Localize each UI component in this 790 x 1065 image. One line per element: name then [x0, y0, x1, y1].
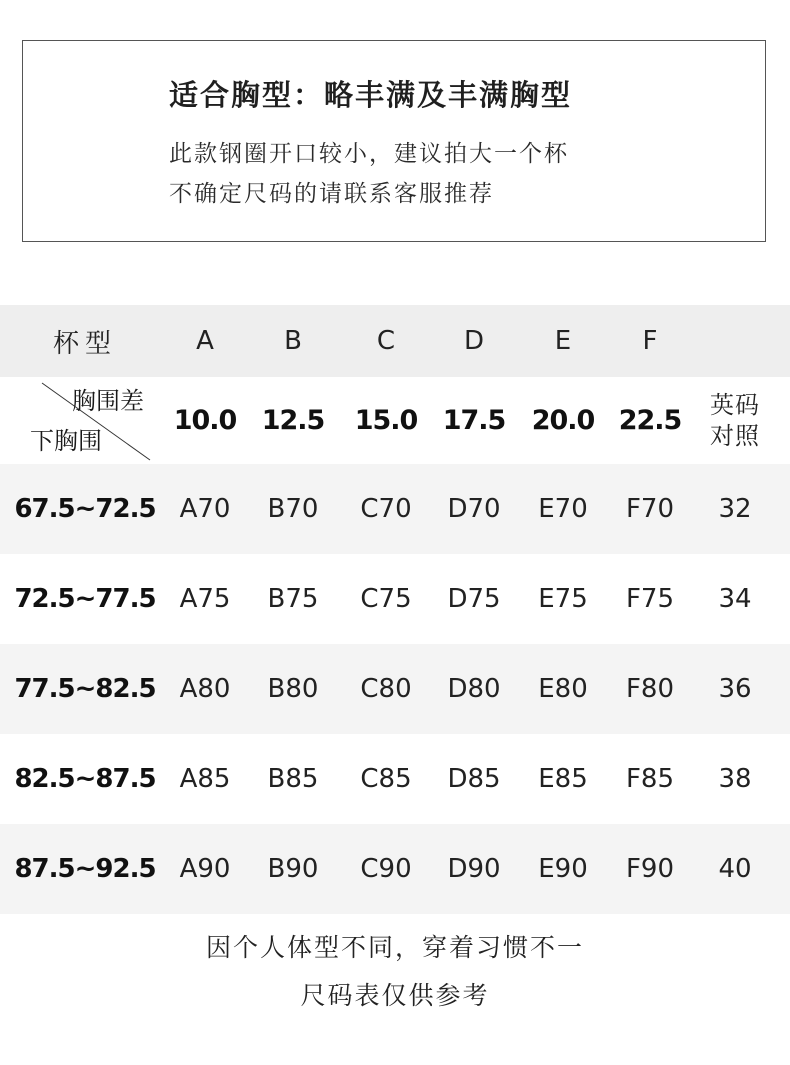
size-cell: A70: [179, 494, 231, 524]
cup-header-a: A: [196, 326, 214, 356]
size-cell: A80: [179, 674, 231, 704]
size-cell: E70: [538, 494, 588, 524]
size-cell: E90: [538, 854, 588, 884]
table-row: [0, 554, 790, 644]
size-cell: B85: [267, 764, 319, 794]
underbust-range: 72.5~77.5: [14, 584, 156, 614]
size-cell: C80: [360, 674, 412, 704]
cup-header-b: B: [284, 326, 302, 356]
size-cell: D75: [447, 584, 501, 614]
size-cell: F90: [625, 854, 675, 884]
size-cell: A90: [179, 854, 231, 884]
cup-header-f: F: [642, 326, 658, 356]
table-header-row: [0, 305, 790, 377]
size-cell: F80: [625, 674, 675, 704]
fit-info-box: [22, 40, 766, 242]
size-cell: C85: [360, 764, 412, 794]
table-row: [0, 734, 790, 824]
bust-diff-value: 20.0: [531, 405, 595, 436]
uk-size-cell: 34: [718, 584, 752, 614]
fit-advice-line-1: 此款钢圈开口较小，建议拍大一个杯: [169, 141, 569, 167]
underbust-range: 77.5~82.5: [14, 674, 156, 704]
table-row: [0, 824, 790, 914]
underbust-range: 67.5~72.5: [14, 494, 156, 524]
size-cell: A85: [179, 764, 231, 794]
diagonal-corner-cell: [0, 377, 160, 464]
size-cell: E80: [538, 674, 588, 704]
uk-size-cell: 36: [718, 674, 752, 704]
size-cell: C70: [360, 494, 412, 524]
uk-size-header-line-1: 英码: [710, 390, 760, 419]
size-cell: F70: [625, 494, 675, 524]
size-cell: A75: [179, 584, 231, 614]
size-cell: E85: [538, 764, 588, 794]
cup-header-d: D: [463, 326, 485, 356]
underbust-label: 下胸围: [30, 427, 102, 455]
uk-size-cell: 38: [718, 764, 752, 794]
size-cell: E75: [538, 584, 588, 614]
size-cell: D90: [447, 854, 501, 884]
size-cell: D85: [447, 764, 501, 794]
uk-size-header: [690, 377, 780, 464]
bust-diff-value: 10.0: [173, 405, 237, 436]
bust-difference-row: [0, 377, 790, 464]
size-cell: C90: [360, 854, 412, 884]
size-cell: B70: [267, 494, 319, 524]
size-cell: B75: [267, 584, 319, 614]
bust-diff-value: 12.5: [261, 405, 325, 436]
cup-header-e: E: [554, 326, 572, 356]
bust-diff-value: 22.5: [618, 405, 682, 436]
size-cell: F75: [625, 584, 675, 614]
size-cell: D80: [447, 674, 501, 704]
fit-title: 适合胸型：略丰满及丰满胸型: [169, 78, 573, 112]
bust-diff-value: 17.5: [442, 405, 506, 436]
bust-diff-value: 15.0: [354, 405, 418, 436]
size-cell: D70: [447, 494, 501, 524]
bust-difference-label: 胸围差: [72, 387, 144, 415]
cup-type-label: 杯型: [52, 328, 117, 359]
size-chart-table: [0, 305, 790, 914]
uk-size-header-line-2: 对照: [710, 421, 760, 450]
table-row: [0, 464, 790, 554]
underbust-range: 82.5~87.5: [14, 764, 156, 794]
cup-header-c: C: [376, 326, 396, 356]
size-cell: B90: [267, 854, 319, 884]
size-cell: B80: [267, 674, 319, 704]
table-row: [0, 644, 790, 734]
underbust-range: 87.5~92.5: [14, 854, 156, 884]
uk-size-cell: 40: [718, 854, 752, 884]
footer-note-line-2: 尺码表仅供参考: [300, 981, 490, 1010]
fit-advice-line-2: 不确定尺码的请联系客服推荐: [169, 181, 494, 207]
size-cell: F85: [625, 764, 675, 794]
size-cell: C75: [360, 584, 412, 614]
uk-size-cell: 32: [718, 494, 752, 524]
footer-note-line-1: 因个人体型不同，穿着习惯不一: [205, 933, 584, 962]
